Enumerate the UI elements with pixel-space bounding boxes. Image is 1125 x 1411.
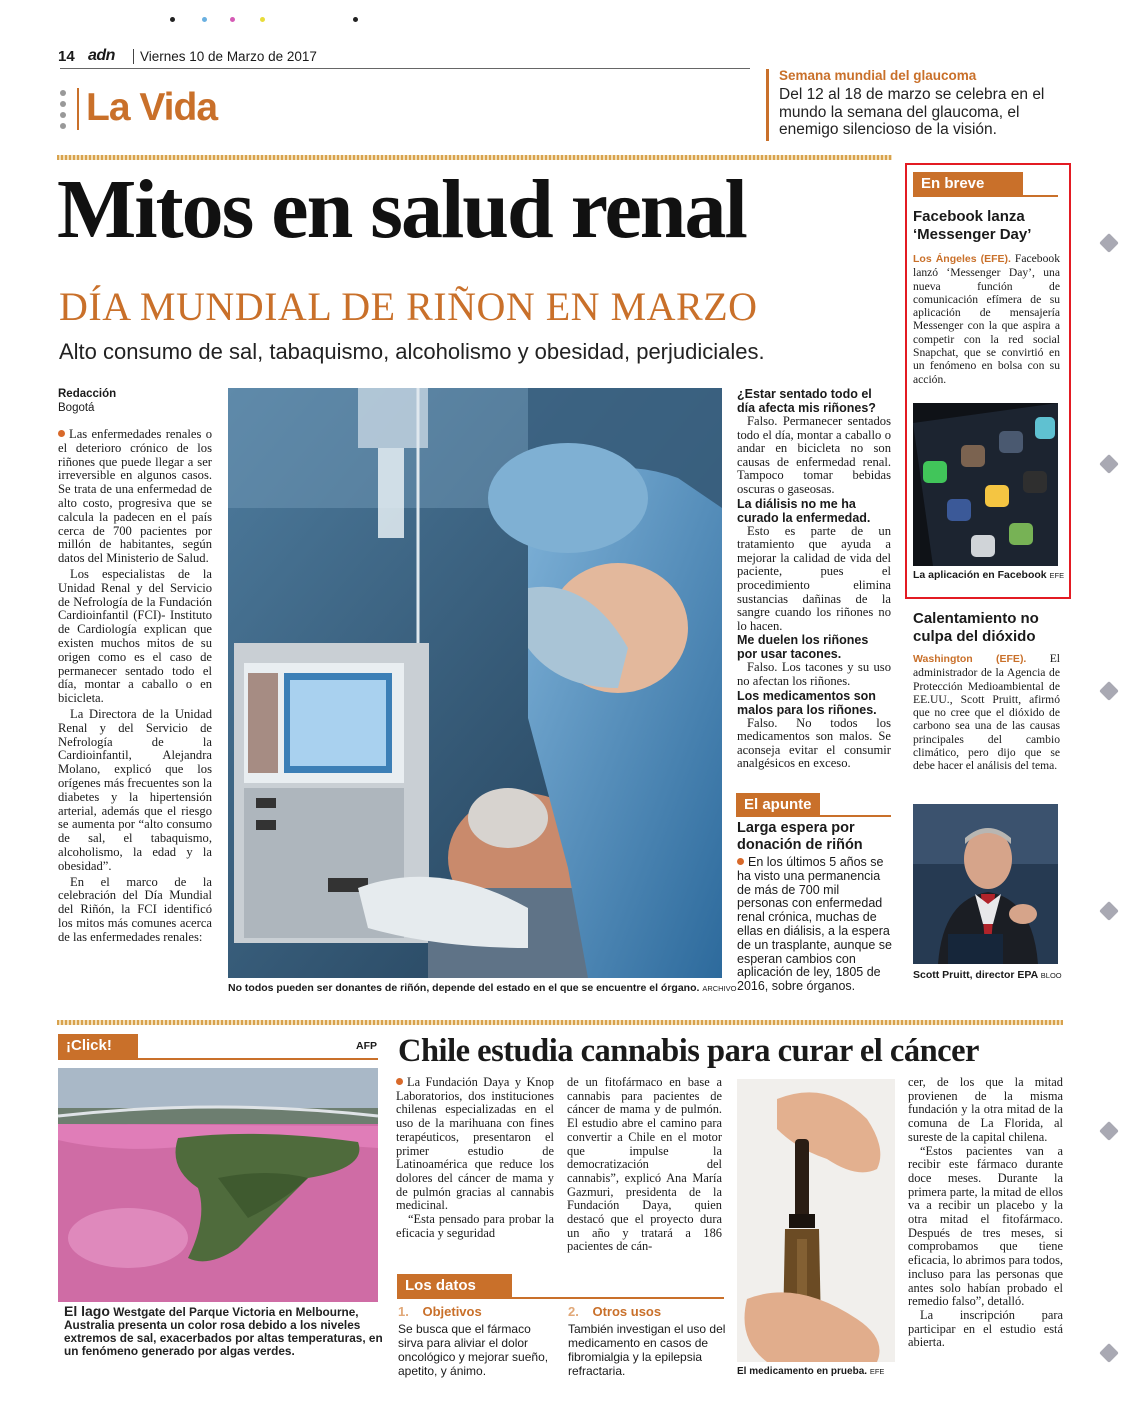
registration-dots: [165, 16, 365, 24]
brief-story2-dateline: Washington (EFE).: [913, 653, 1027, 665]
messenger-photo-caption: La aplicación en Facebook EFE: [913, 569, 1065, 581]
myth-question: Los medicamentos son malos para los riñones.: [737, 688, 877, 717]
bullet-icon: [737, 858, 744, 865]
main-top-rule: [57, 155, 892, 160]
click-tag-box: [58, 1034, 378, 1060]
chile-headline: Chile estudia cannabis para curar el cáncer: [398, 1033, 979, 1069]
brief-story2-title: Calentamiento no culpa del dióxido: [913, 610, 1039, 645]
dialysis-photo: [228, 388, 722, 978]
main-deck: Alto consumo de sal, tabaquismo, alcoholismo y obesidad, perjudiciales.: [59, 339, 765, 364]
myth-question: Me duelen los riñones por usar tacones.: [737, 633, 869, 662]
chile-col4: [908, 1076, 1063, 1350]
chile-paragraph: “Esta pensado para probar la eficacia y seguridad: [396, 1212, 554, 1240]
pruitt-photo: [913, 804, 1058, 964]
margin-diamond-icon: [1099, 1343, 1119, 1363]
brief-tag-box: [913, 172, 1058, 197]
issue-date: Viernes 10 de Marzo de 2017: [140, 49, 317, 64]
section-dots-icon: [60, 90, 68, 130]
apunte-text: En los últimos 5 años se ha visto una permanencia de más de 700 mil personas con enfermedad renal crónica, muchas de ellas en diálisis, a la espera de un trasplante, aunque se esperan cambios con aplicación de ley, 1805 de 2016, sobre órganos.: [737, 855, 892, 994]
chile-col2: [567, 1076, 722, 1254]
promo-title: Semana mundial del glaucoma: [779, 68, 977, 83]
promo-text: Del 12 al 18 de marzo se celebra en el mundo la semana del glaucoma, el enemigo silencioso de la visión.: [779, 86, 1045, 138]
brand-logo: adn: [88, 47, 115, 64]
apunte-tag: El apunte: [736, 793, 820, 815]
cannabis-photo: [737, 1079, 895, 1362]
brief-story2-text: Washington (EFE). El administrador de la Agencia de Protección Medioambiental de EE.UU., Scott Pruitt, afirmó que no cree que el dióxido de carbono sea una de las causas principales del cambio climático, pero dijo que se debe hacer el análisis del tema.: [913, 652, 1060, 773]
margin-diamond-icon: [1099, 901, 1119, 921]
click-caption-title: El lago: [64, 1303, 110, 1319]
main-kicker: DÍA MUNDIAL DE RIÑON EN MARZO: [59, 284, 758, 329]
myth-answer: Falso. Los tacones y su uso no afectan los riñones.: [737, 660, 891, 688]
brief-story1-dateline: Los Ángeles (EFE).: [913, 253, 1011, 265]
main-paragraph: La Directora de la Unidad Renal y del Servicio de Nefrología de la Cardioinfantil, Alejandra Molano, explicó que los orígenes más frecuentes son la diabetes y la hipertensión arterial, además que el riesgo se aumenta por “alto consumo de sal, el tabaquismo, alcoholismo, la edad y la obesidad”.: [58, 706, 212, 873]
main-headline: Mitos en salud renal: [57, 163, 746, 256]
bullet-icon: [58, 430, 65, 437]
datos-text: También investigan el uso del medicamento en casos de fibromialgia y la epilepsia refractaria.: [568, 1322, 726, 1378]
margin-diamond-icon: [1099, 681, 1119, 701]
myth-question: ¿Estar sentado todo el día afecta mis riñones?: [737, 387, 876, 415]
messenger-photo: [913, 403, 1058, 566]
myth-question: La diálisis no me ha curado la enfermedad.: [737, 496, 871, 525]
myth-answer: Esto es parte de un tratamiento que ayuda a mejorar la calidad de vida del paciente, pues el procedimiento elimina sustancias dañinas de la sangre cuando los riñones no lo hacen.: [737, 523, 891, 633]
chile-paragraph: La Fundación Daya y Knop Laboratorios, dos instituciones chilenas especializadas en el uso de la marihuana con fines terapéuticos, presentaron el primer estudio de Latinoamérica que reduce los dolores del cáncer de mama y de pulmón gracias al cannabis medicinal.: [396, 1075, 554, 1213]
datos-title: Objetivos: [422, 1304, 482, 1319]
myths-column: [737, 387, 891, 771]
chile-col1: [396, 1076, 554, 1240]
brief-story1-text: Los Ángeles (EFE). Facebook lanzó ‘Messenger Day’, una nueva función de comunicación efímera de su aplicación de mensajería Messenger con la que aspira a competir con la red social Snapchat, que se convirtió en un fenómeno en bolsa con su acción.: [913, 252, 1060, 386]
datos-number: 2.: [568, 1304, 579, 1319]
section-title: La Vida: [86, 86, 218, 129]
datos-tag-box: [397, 1274, 724, 1299]
brief-story1-title: Facebook lanza ‘Messenger Day’: [913, 208, 1032, 243]
byline-city: Bogotá: [58, 402, 95, 414]
bullet-icon: [396, 1078, 403, 1085]
chile-paragraph: “Estos pacientes van a recibir este fármaco durante doce meses. Durante la primera parte, la mitad de ellos va a recibir un placebo y la otra mitad el fitofármaco. Después de tres meses, si comprobamos que tiene eficacia, lo abrimos para todos, incluso para las personas que antes solo habían probado el remedio falso”, detalló.: [908, 1143, 1063, 1309]
click-tag: ¡Click!: [58, 1034, 138, 1058]
bottom-section-rule: [57, 1020, 1063, 1025]
header-rule: [60, 68, 750, 69]
margin-diamond-icon: [1099, 233, 1119, 253]
main-paragraph: En el marco de la celebración del Día Mundial del Riñón, la FCI identificó los mitos más comunes acerca de las enfermedades renales:: [58, 874, 212, 944]
datos-item: [568, 1304, 728, 1378]
datos-tag: Los datos: [397, 1274, 512, 1297]
page-header: [40, 46, 460, 68]
margin-diamond-icon: [1099, 1121, 1119, 1141]
main-paragraph: Las enfermedades renales o el deterioro crónico de los riñones que puede llegar a ser irreversible en algunos casos. Se trata de una enfermedad de alto costo, progresiva que se calcula la padecen en el país cerca de 700 pacientes por millón de habitantes, según datos del Ministerio de Salud.: [58, 427, 212, 566]
myth-answer: Falso. Permanecer sentados todo el día, montar a caballo o andar en bicicleta no son causas de enfermedad renal. Tampoco tomar bebidas oscuras o gaseosas.: [737, 414, 891, 496]
chile-paragraph: de un fitofármaco en base a cannabis para pacientes de cáncer de mama y de pulmón. El estudio abre el camino para convertir a Chile en el motor que impulse la democratización del cannabis”, explicó Ana María Gazmuri, presidenta de la Fundación Daya, quien destacó que el proyecto dura un año y tratará a 186 pacientes de cán-: [567, 1075, 722, 1254]
chile-paragraph: cer, de los que la mitad provienen de la misma fundación y la otra mitad de la comuna de La Florida, al sureste de la capital chilena.: [908, 1075, 1063, 1144]
main-body: [58, 428, 212, 944]
pink-lake-photo: [58, 1068, 378, 1302]
click-caption: El lago Westgate del Parque Victoria en Melbourne, Australia presenta un color rosa debido a los niveles extremos de sal, exacerbados por altas temperaturas, en un fenómeno generado por algas verdes.: [64, 1303, 383, 1358]
page-number: 14: [58, 48, 75, 65]
datos-text: Se busca que el fármaco sirva para aliviar el dolor oncológico y mejorar sueño, apetito, y ánimo.: [398, 1322, 549, 1378]
datos-item: [398, 1304, 558, 1378]
click-credit: AFP: [356, 1040, 377, 1052]
myth-answer: Falso. No todos los medicamentos son malos. Se aconseja evitar el consumir analgésicos en exceso.: [737, 715, 891, 771]
apunte-tag-box: [736, 793, 891, 817]
pruitt-photo-caption: Scott Pruitt, director EPA BLOO: [913, 969, 1062, 981]
dialysis-photo-caption: No todos pueden ser donantes de riñón, depende del estado en el que se encuentre el órgano. ARCHIVO: [228, 982, 737, 994]
apunte-title: Larga espera por donación de riñón: [737, 820, 863, 853]
main-paragraph: Los especialistas de la Unidad Renal y del Servicio de Nefrología de la Fundación Cardioinfantil (FCI)- Instituto de Cardiología explican que existen muchos mitos de su origen como es el caso de permanecer sentado todo el día, montar a caballo o en bicicleta.: [58, 566, 212, 706]
margin-diamond-icon: [1099, 454, 1119, 474]
datos-number: 1.: [398, 1304, 409, 1319]
chile-paragraph: La inscripción para participar en el estudio está abierta.: [908, 1307, 1063, 1350]
cannabis-photo-caption: El medicamento en prueba. EFE: [737, 1366, 885, 1377]
byline-author: Redacción: [58, 388, 117, 400]
brief-tag: En breve: [913, 172, 1023, 195]
datos-title: Otros usos: [592, 1304, 662, 1319]
